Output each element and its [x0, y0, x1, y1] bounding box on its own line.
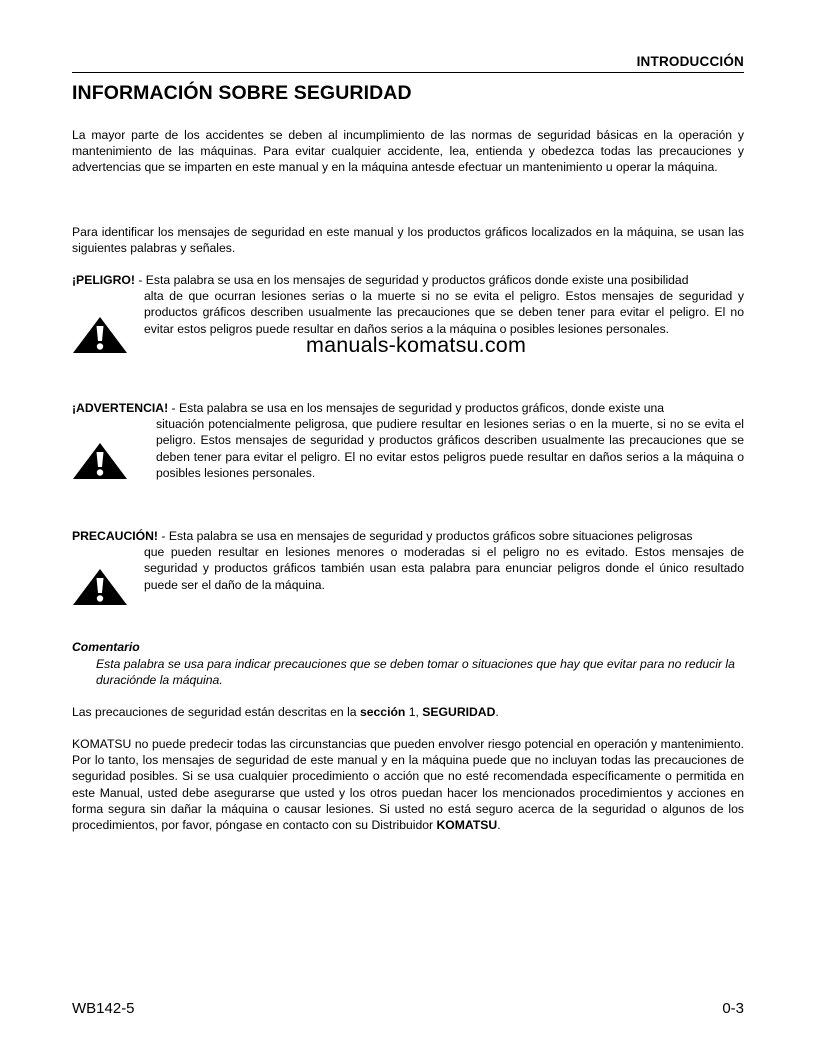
precautions-suffix: . [495, 705, 499, 719]
komatsu-text: KOMATSU no puede predecir todas las circunstancias que pueden envolver riesgo potencial en operación y mantenimiento. Por lo tanto, los mensajes de seguridad de este manual y en la máquina puede que no incluyan todas las precauciones de seguridad posibles. Si se usa cualquier procedimiento o acción que no esté recomendada específicamente o permitida en este Manual, usted debe asegurarse que usted y los otros puedan hacer los mencionados procedimientos y acciones en forma segura sin dañar la máquina o causar lesiones. Si usted no está seguro acerca de la seguridad o algunos de los procedimientos, por favor, póngase en contacto con su Distribuidor [72, 737, 744, 833]
caution-rest: que pueden resultar en lesiones menores o moderadas si el peligro no es evitado. Estos mensajes de seguridad y productos gráficos también usan esta palabra para enunciar peligros donde el único resultado puede ser el daño de la máquina. [144, 545, 744, 592]
header-section-title: INTRODUCCIÓN [636, 54, 744, 69]
caution-block [72, 528, 744, 593]
danger-block [72, 272, 744, 337]
comment-title: Comentario [72, 640, 140, 654]
warning-block [72, 400, 744, 481]
caution-first-text: - Esta palabra se usa en mensajes de seguridad y productos gráficos sobre situaciones peligrosas [158, 529, 693, 543]
danger-first-line [72, 272, 744, 288]
precautions-paragraph [72, 704, 744, 720]
danger-keyword: ¡PELIGRO! [72, 273, 135, 287]
warning-first-line [72, 400, 744, 416]
danger-first-text: - Esta palabra se usa en los mensajes de seguridad y productos gráficos donde existe una posibilidad [134, 273, 689, 287]
comment-body: Esta palabra se usa para indicar precauciones que se deben tomar o situaciones que hay que evitar para no reducir la duraciónde la máquina. [96, 657, 735, 688]
header-rule [72, 72, 744, 73]
caution-first-line [72, 528, 744, 544]
warning-rest: situación potencialmente peligrosa, que pudiere resultar en lesiones serias o en la muerte, si no se evita el peligro. Estos mensajes de seguridad y productos gráficos describen usualmente las precauciones que se deben tener para evitar el peligro. El no evitar estos peligros puede resultar en daños serios a la máquina o posibles lesiones personales. [156, 417, 744, 480]
warning-keyword: ¡ADVERTENCIA! [72, 401, 169, 415]
precautions-prefix: Las precauciones de seguridad están descritas en la [72, 705, 360, 719]
warning-triangle-icon [72, 316, 128, 354]
identify-paragraph: Para identificar los mensajes de seguridad en este manual y los productos gráficos localizados en la máquina, se usan las siguientes palabras y señales. [72, 225, 744, 256]
footer-page-number: 0-3 [722, 1000, 744, 1017]
warning-triangle-icon [72, 442, 128, 480]
caution-keyword: PRECAUCIÓN! [72, 529, 158, 543]
komatsu-end: . [497, 818, 501, 833]
warning-triangle-icon [72, 568, 128, 606]
danger-rest: alta de que ocurran lesiones serias o la muerte si no se evita el peligro. Estos mensajes de seguridad y productos gráficos describen usualmente las precauciones que se deben tener para evitar el peligro. El no evitar estos peligros puede resultar en daños serios a la máquina o posibles lesiones personales. [144, 289, 744, 336]
precautions-section-name: SEGURIDAD [422, 705, 496, 719]
footer-model: WB142-5 [72, 1000, 135, 1017]
intro-paragraph: La mayor parte de los accidentes se deben al incumplimiento de las normas de seguridad básicas en la operación y mantenimiento de las máquinas. Para evitar cualquier accidente, lea, entienda y obedezca todas las precauciones y advertencias que se imparten en este manual y en la máquina antesde efectuar un mantenimiento u operar la máquina. [72, 128, 744, 175]
warning-first-text: - Esta palabra se usa en los mensajes de seguridad y productos gráficos, donde existe una [168, 401, 665, 415]
precautions-middle: 1, [405, 705, 423, 719]
komatsu-brand: KOMATSU [436, 818, 498, 833]
watermark-text: manuals-komatsu.com [306, 333, 527, 357]
komatsu-paragraph [72, 736, 744, 833]
precautions-section-word: sección [359, 705, 406, 719]
page-title: INFORMACIÓN SOBRE SEGURIDAD [72, 82, 412, 104]
